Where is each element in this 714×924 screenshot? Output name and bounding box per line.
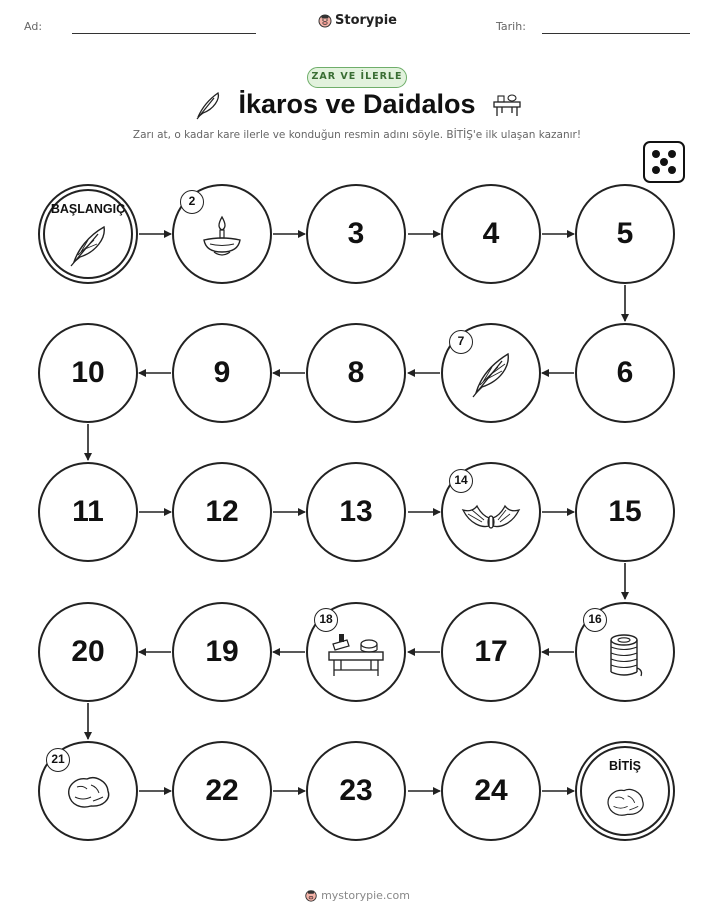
space-number: 4 — [482, 217, 500, 250]
board-space[interactable] — [575, 462, 675, 562]
space-number-tag: 14 — [449, 469, 473, 493]
board-space[interactable] — [441, 741, 541, 841]
space-number: 20 — [71, 635, 105, 668]
board-space[interactable] — [441, 602, 541, 702]
start-label: BAŞLANGIÇ — [50, 202, 126, 216]
space-number-tag: 21 — [46, 748, 70, 772]
board-space[interactable] — [575, 184, 675, 284]
wings-icon — [460, 496, 522, 541]
board-space[interactable] — [38, 602, 138, 702]
space-number: 5 — [616, 217, 634, 250]
footer-url[interactable]: mystorypie.com — [321, 889, 410, 902]
board-space[interactable] — [306, 323, 406, 423]
rope-coil-icon — [606, 632, 644, 683]
board-space[interactable] — [38, 462, 138, 562]
space-number: 17 — [474, 635, 508, 668]
board-space[interactable] — [172, 602, 272, 702]
oil-lamp-icon — [198, 214, 246, 265]
feather-icon — [66, 222, 110, 273]
name-label: Ad: — [24, 20, 43, 33]
start-space[interactable] — [38, 184, 138, 284]
space-number: 11 — [72, 495, 104, 528]
space-number: 8 — [347, 356, 365, 389]
board-space[interactable] — [172, 323, 272, 423]
space-number: 22 — [205, 774, 239, 807]
space-number-tag: 16 — [583, 608, 607, 632]
space-number: 13 — [339, 495, 373, 528]
board-space[interactable] — [306, 462, 406, 562]
board-space[interactable] — [575, 323, 675, 423]
board-space[interactable] — [306, 741, 406, 841]
wax-icon — [63, 773, 113, 816]
board-space[interactable] — [38, 323, 138, 423]
space-number: 23 — [339, 774, 373, 807]
space-number: 15 — [608, 495, 642, 528]
finish-space[interactable] — [575, 741, 675, 841]
page-title: İkaros ve Daidalos — [238, 89, 476, 119]
space-number-tag: 2 — [180, 190, 204, 214]
board-space[interactable] — [306, 184, 406, 284]
board-space[interactable] — [441, 184, 541, 284]
board-space[interactable] — [172, 462, 272, 562]
space-number: 10 — [71, 356, 105, 389]
activity-badge: ZAR VE İLERLE — [307, 67, 407, 88]
feather-icon — [468, 349, 514, 404]
space-number-tag: 7 — [449, 330, 473, 354]
space-number: 9 — [213, 356, 231, 389]
pig-mascot-icon — [304, 888, 318, 905]
space-number: 19 — [205, 635, 239, 668]
board-space[interactable] — [172, 741, 272, 841]
space-number: 24 — [474, 774, 508, 807]
date-label: Tarih: — [496, 20, 526, 33]
space-number: 6 — [616, 356, 634, 389]
brand-name: Storypie — [335, 13, 397, 28]
space-number: 3 — [347, 217, 365, 250]
finish-label: BİTİŞ — [609, 759, 641, 773]
instructions-text: Zarı at, o kadar kare ilerle ve konduğun resmin adını söyle. BİTİŞ'e ilk ulaşan kazanır! — [132, 129, 582, 141]
space-number-tag: 18 — [314, 608, 338, 632]
space-number: 12 — [205, 495, 239, 528]
wax-icon — [603, 785, 647, 824]
workbench-icon — [323, 632, 389, 683]
footer — [0, 888, 714, 905]
